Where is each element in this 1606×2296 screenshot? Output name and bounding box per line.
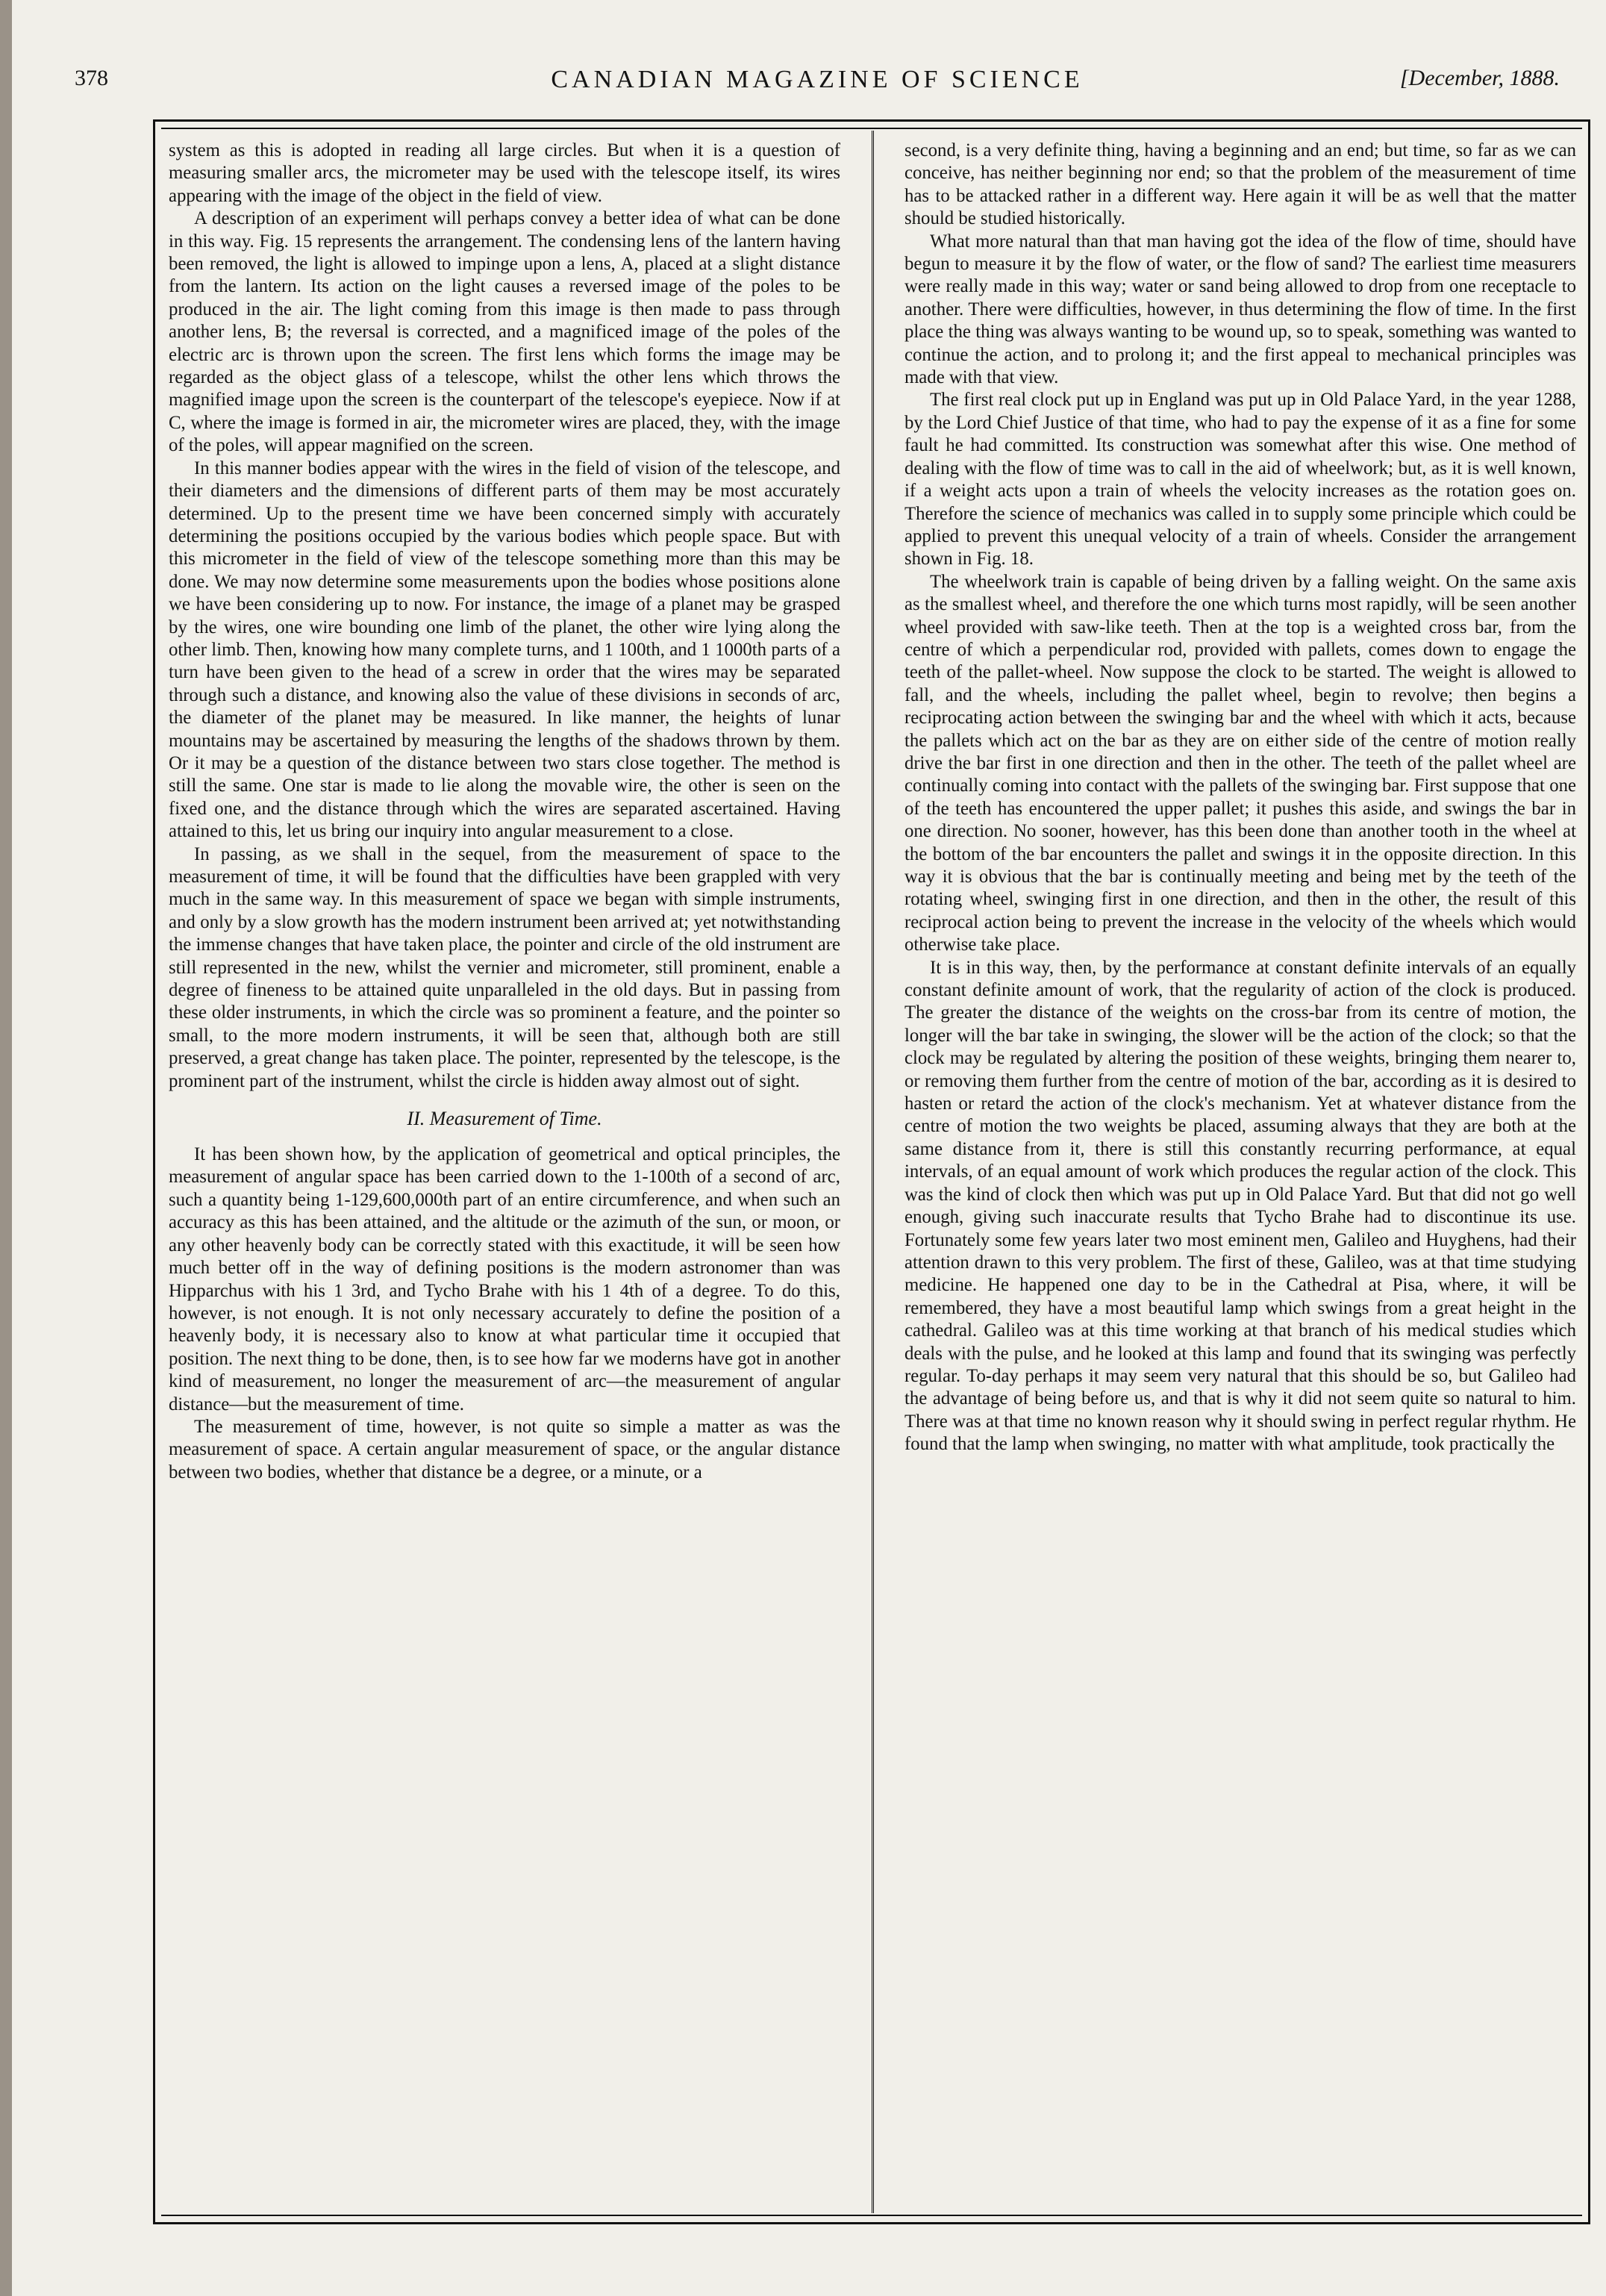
issue-date: [December, 1888. [1399,66,1560,90]
paragraph: A description of an experiment will perhaps convey a better idea of what can be done in this way. Fig. 15 represents the arrangement. The condensing lens of the lantern having been removed, the light is allowed to impinge upon a lens, A, placed at a slight distance from the lantern. Its action on the light causes a reversed image of the poles to be produced in the air. The light coming from this image is then made to pass through another lens, B; the reversal is corrected, and a magnificed image of the poles of the electric arc is thrown upon the screen. The first lens which forms the image may be regarded as the object glass of a telescope, whilst the other lens which throws the magnified image upon the screen is the counterpart of the telescope's eyepiece. Now if at C, where the image is formed in air, the micrometer wires are placed, they, with the image of the poles, will appear magnified on the screen. [169,208,840,456]
paragraph: In passing, as we shall in the sequel, from the measurement of space to the measurement of time, it will be found that the difficulties have been grappled with very much in the same way. In this measurement of space we began with simple instruments, and only by a slow growth has the modern instrument been arrived at; yet notwithstanding the immense changes that have taken place, the pointer and circle of the old instrument are still represented in the new, whilst the vernier and micrometer, still prominent, enable a degree of fineness to be attained quite unparalleled in the old days. But in passing from these older instruments, in which the circle was so prominent a feature, and the pointer so small, to the more modern instruments, it will be seen that, although both are still preserved, a great change has taken place. The pointer, represented by the telescope, is the prominent part of the instrument, whilst the circle is hidden away almost out of sight. [169,843,840,1091]
journal-title: CANADIAN MAGAZINE OF SCIENCE [551,66,1084,93]
paragraph: It is in this way, then, by the performance at constant definite intervals of an equally constant definite amount of work, that the regularity of action of the clock is produced. The greater the distance of the weights on the cross-bar from its centre of motion, the longer will the bar take in swinging, the slower will be the action of the clock; so that the clock may be regulated by altering the position of these weights, bringing them nearer to, or removing them further from the centre of motion of the bar, according as it is desired to hasten or retard the action of the clock's mechanism. Yet at whatever distance from the centre of motion the two weights be placed, assuming always that they are both at the same distance from it, there is still this constantly recurring performance, at equal intervals, of an equal amount of work which produces the regular action of the clock. This was the kind of clock then which was put up in Old Palace Yard. But that did not go well enough, giving such inaccurate results that Tycho Brahe had to discontinue its use. Fortunately some few years later two most eminent men, Galileo and Huyghens, had their attention drawn to this very problem. The first of these, Galileo, was at that time studying medicine. He happened one day to be in the Cathedral at Pisa, where, it will be remembered, they have a most beautiful lamp which swings from a great height in the cathedral. Galileo was at this time working at that branch of his medical studies which deals with the pulse, and he looked at this lamp and found that its swinging was perfectly regular. To-day perhaps it may seem very natural that this should be so, but Galileo had the advantage of being before us, and that is why it did not seem quite so natural to him. There was at that time no known reason why it should swing in perfect regular rhythm. He found that the lamp when swinging, no matter with what amplitude, took practically the [904,957,1576,1455]
paragraph: It has been shown how, by the application of geometrical and optical principles, the measurement of angular space has been carried down to the 1-100th of a second of arc, such a quantity being 1-129,600,000th part of an entire circumference, and when such an accuracy as this has been attained, and the altitude or the azimuth of the sun, or moon, or any other heavenly body can be correctly stated with this exactitude, it will be seen how much better off in the way of defining positions is the modern astronomer than was Hipparchus with his 1 3rd, and Tycho Brahe with his 1 4th of a degree. To do this, however, is not enough. It is not only necessary accurately to define the position of a heavenly body, it is necessary also to know at what particular time it occupied that position. The next thing to be done, then, is to see how far we moderns have got in another kind of measurement, no longer the measurement of arc—the measurement of angular distance—but the measurement of time. [169,1144,840,1414]
paragraph: system as this is adopted in reading all large circles. But when it is a question of measuring smaller arcs, the micrometer may be used with the telescope itself, its wires appearing with the image of the object in the field of view. [169,140,840,206]
paragraph: In this manner bodies appear with the wires in the field of vision of the telescope, and their diameters and the dimensions of different parts of them may be most accurately determined. Up to the present time we have been concerned simply with accurately determining the positions occupied by the various bodies which people space. But with this micrometer in the field of view of the telescope something more than this may be done. We may now determine some measurements upon the bodies whose positions alone we have been considering up to now. For instance, the image of a planet may be grasped by the wires, one wire bounding one limb of the planet, the other wire lying along the other limb. Then, knowing how many complete turns, and 1 100th, and 1 1000th parts of a turn have been given to the head of a screw in order that the wires may be separated through such a distance, and knowing also the value of these divisions in seconds of arc, the diameter of the planet may be measured. In like manner, the heights of lunar mountains may be ascertained by measuring the lengths of the shadows thrown by them. Or it may be a question of the distance between two stars close together. The method is still the same. One star is made to lie along the movable wire, the other is seen on the fixed one, and the distance through which the wires are separated ascertained. Having attained to this, let us bring our inquiry into angular measurement to a close. [169,458,840,842]
right-column [904,140,1576,2204]
paragraph: What more natural than that man having got the idea of the flow of time, should have begun to measure it by the flow of water, or the flow of sand? The earliest time measurers were really made in this way; water or sand being allowed to drop from one receptacle to another. There were difficulties, however, in thus determining the flow of time. In the first place the thing was always wanting to be wound up, so to speak, something was wanted to continue the action, and to prolong it; and the first appeal to mechanical principles was made with that view. [904,231,1576,388]
page-frame [153,119,1590,2224]
paragraph: The wheelwork train is capable of being driven by a falling weight. On the same axis as the smallest wheel, and therefore the one which turns most rapidly, will be seen another wheel provided with saw-like teeth. Then at the top is a weighted cross bar, from the centre of which a perpendicular rod, provided with pallets, comes down to engage the teeth of the pallet-wheel. Now suppose the clock to be started. The weight is allowed to fall, and the wheels, including the pallet wheel, begin to revolve; then begins a reciprocating action between the swinging bar and the wheel with which it acts, because the pallets which act on the bar as they are on either side of the centre of motion really drive the bar first in one direction and then in the other. The teeth of the pallet wheel are continually coming into contact with the pallets of the swinging bar. First suppose that one of the teeth has encountered the upper pallet; it pushes this aside, and swings the bar in one direction. No sooner, however, has this been done than another tooth in the wheel at the bottom of the bar encounters the pallet and swings it in the opposite direction. In this way it is obvious that the bar is continually meeting and being met by the teeth of the rotating wheel, swinging first in one direction, and then in the other, the result of this reciprocal action being to prevent the increase in the velocity of the wheels which would otherwise take place. [904,571,1576,955]
section-heading: II. Measurement of Time. [407,1108,602,1130]
scan-margin-strip [0,0,12,2296]
page-number: 378 [75,66,108,90]
left-column [169,140,840,2204]
paragraph: The measurement of time, however, is not quite so simple a matter as was the measurement of space. A certain angular measurement of space, or the angular distance between two bodies, whether that distance be a degree, or a minute, or a [169,1416,840,1482]
top-rule [161,128,1582,129]
bottom-rule [161,2215,1582,2216]
running-header [75,66,1560,103]
paragraph: The first real clock put up in England was put up in Old Palace Yard, in the year 1288, by the Lord Chief Justice of that time, who had to pay the expense of it as a fine for some fault he had committed. Its construction was somewhat after this wise. One method of dealing with the flow of time was to call in the aid of wheelwork; but, as it is well known, if a weight acts upon a train of wheels the velocity increases as the rotation goes on. Therefore the science of mechanics was called in to supply some principle which could be applied to prevent this unequal velocity of a train of wheels. Consider the arrangement shown in Fig. 18. [904,390,1576,570]
paragraph: second, is a very definite thing, having a beginning and an end; but time, so far as we can conceive, has neither beginning nor end; so that the problem of the measurement of time has to be attacked rather in a different way. Here again it will be as well that the matter should be studied historically. [904,140,1576,229]
column-divider [872,131,874,2213]
